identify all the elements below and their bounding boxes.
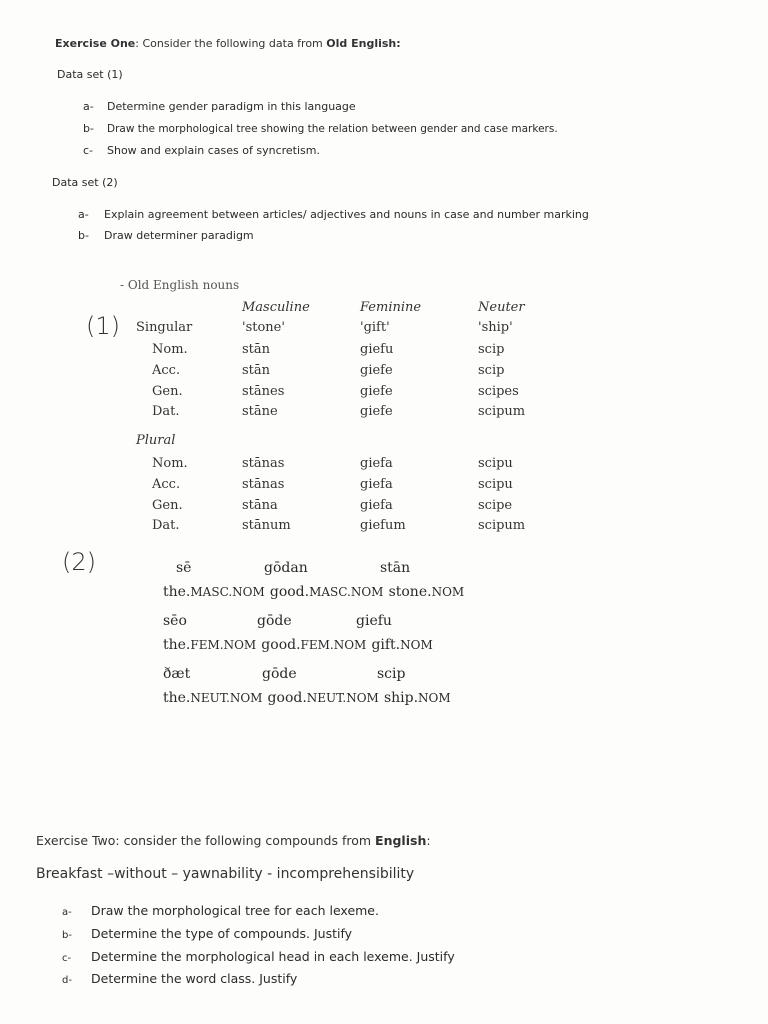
table-row: Dat. stānum giefum scipum xyxy=(152,518,526,533)
gloss-gift: 'gift' xyxy=(360,320,390,335)
nouns-table-caption: - Old English nouns xyxy=(120,278,240,292)
gloss-ship: 'ship' xyxy=(478,320,513,335)
exercise-one-heading: Exercise One: Consider the following data from Old English: xyxy=(55,37,401,50)
plural-label: Plural xyxy=(136,433,176,448)
phrase-3-gloss: the.NEUT.NOM good.NEUT.NOM ship.NOM xyxy=(163,690,451,706)
handwritten-label-2: (2) xyxy=(62,548,96,576)
compounds-list: Breakfast –without – yawnability - incomprehensibility xyxy=(36,866,415,882)
singular-label: Singular xyxy=(136,320,193,335)
exercise-one-label: Exercise One xyxy=(55,37,136,50)
exercise-two-item-d: d- Determine the word class. Justify xyxy=(62,971,298,986)
exercise-one-intro: : Consider the following data from xyxy=(135,37,327,50)
data-set-2-title: Data set (2) xyxy=(52,176,118,189)
data-set-1-item-a: a- Determine gender paradigm in this language xyxy=(83,100,356,113)
col-header-neuter: Neuter xyxy=(478,300,525,315)
data-set-1-item-b: b- Draw the morphological tree showing the relation between gender and case markers. xyxy=(83,122,558,135)
data-set-1-item-c: c- Show and explain cases of syncretism. xyxy=(83,144,320,157)
exercise-one-language: Old English xyxy=(326,37,397,50)
table-row: Gen. stāna giefa scipe xyxy=(152,498,513,513)
table-row: Nom. stānas giefa scipu xyxy=(152,456,513,471)
table-row: Acc. stānas giefa scipu xyxy=(152,477,513,492)
exercise-two-heading: Exercise Two: consider the following compounds from English: xyxy=(36,833,431,848)
handwritten-label-1: (1) xyxy=(86,312,120,340)
data-set-1-title: Data set (1) xyxy=(57,68,123,81)
phrase-2-gloss: the.FEM.NOM good.FEM.NOM gift.NOM xyxy=(163,637,433,653)
table-row: Acc. stān giefe scip xyxy=(152,363,505,378)
data-set-2-item-a: a- Explain agreement between articles/ adjectives and nouns in case and number marking xyxy=(78,208,589,221)
gloss-stone: 'stone' xyxy=(242,320,285,335)
exercise-two-item-a: a- Draw the morphological tree for each lexeme. xyxy=(62,903,379,918)
col-header-masculine: Masculine xyxy=(242,300,310,315)
col-header-feminine: Feminine xyxy=(360,300,422,315)
table-row: Dat. stāne giefe scipum xyxy=(152,404,526,419)
exercise-two-item-c: c- Determine the morphological head in each lexeme. Justify xyxy=(62,949,455,964)
exercise-two-item-b: b- Determine the type of compounds. Justify xyxy=(62,926,353,941)
phrase-1-words: sē gōdan stān xyxy=(176,560,411,576)
data-set-2-item-b: b- Draw determiner paradigm xyxy=(78,229,254,242)
phrase-2-words: sēo gōde giefu xyxy=(163,613,392,629)
table-row: Nom. stān giefu scip xyxy=(152,342,505,357)
table-row: Gen. stānes giefe scipes xyxy=(152,384,519,399)
phrase-3-words: ðæt gōde scip xyxy=(163,666,406,682)
phrase-1-gloss: the.MASC.NOM good.MASC.NOM stone.NOM xyxy=(163,584,465,600)
